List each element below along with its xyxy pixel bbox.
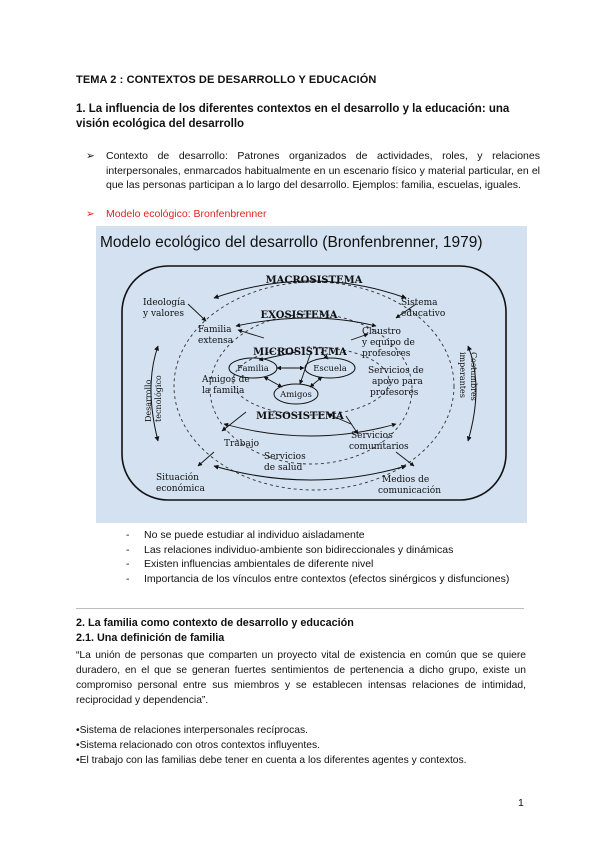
servicios-apoyo-label: Servicios de — [368, 366, 424, 376]
medios-comunicacion-label: Medios de — [382, 475, 430, 485]
servicios-salud-label: Servicios — [264, 452, 306, 462]
amigos-familia-label: Amigos de — [202, 375, 250, 385]
claustro-label: Claustro — [362, 327, 401, 337]
servicios-apoyo-label-3: profesores — [370, 388, 419, 398]
macrosystem-label: MACROSISTEMA — [265, 275, 363, 286]
costumbres-label-2: imperantes — [458, 352, 467, 398]
sistema-educativo-label-2: educativo — [401, 309, 446, 319]
list-item: - Importancia de los vínculos entre contextos (efectos sinérgicos y disfunciones) — [126, 572, 510, 585]
section-2-heading: 2. La familia como contexto de desarrollo y educación — [76, 617, 354, 629]
familia-extensa-label-2: extensa — [198, 336, 234, 346]
medios-comunicacion-label-2: comunicación — [378, 486, 442, 496]
desarrollo-tecnologico-label-2: tecnológico — [154, 375, 163, 422]
section-divider — [76, 608, 524, 609]
list-item: - Las relaciones individuo-ambiente son bidireccionales y dinámicas — [126, 543, 454, 556]
situacion-economica-label: Situación — [156, 473, 199, 483]
exosystem-label: EXOSISTEMA — [260, 310, 338, 321]
costumbres-label: Costumbres — [469, 352, 478, 401]
arrow-bullet-icon: ➢ — [86, 208, 95, 220]
desarrollo-tecnologico-label: Desarrollo — [144, 379, 153, 422]
bullet-text: Modelo ecológico: Bronfenbrenner — [106, 208, 267, 220]
list-item: •Sistema relacionado con otros contextos influyentes. — [76, 740, 320, 751]
ideologia-label: Ideología — [143, 298, 186, 308]
amigos-label: Amigos — [280, 390, 312, 400]
list-item: - Existen influencias ambientales de diferente nivel — [126, 558, 374, 570]
ideologia-label-2: y valores — [143, 309, 184, 319]
claustro-label-3: profesores — [362, 349, 411, 359]
escuela-label: Escuela — [313, 364, 347, 374]
document-title: TEMA 2 : CONTEXTOS DE DESARROLLO Y EDUCACIÓN — [76, 74, 377, 86]
bullet-text: Contexto de desarrollo: Patrones organizados de actividades, roles, y relaciones interpersonales, enmarcados habitualmente en un escenario físico y material particular, en el que las personas participan a lo largo del desarrollo. Ejemplos: familia, escuelas, iguales. — [106, 150, 540, 191]
trabajo-label: Trabajo — [224, 439, 260, 449]
diagram-graphic — [96, 226, 527, 523]
mesosystem-label: MESOSISTEMA — [256, 411, 344, 422]
servicios-comunitarios-label: Servicios — [351, 431, 393, 441]
section-2-1-heading: 2.1. Una definición de familia — [76, 632, 225, 644]
familia-extensa-label: Familia — [198, 325, 232, 335]
amigos-familia-label-2: la familia — [202, 386, 245, 396]
family-points — [76, 723, 526, 768]
sistema-educativo-label: Sistema — [401, 298, 438, 308]
principles-list — [126, 528, 530, 586]
section-1-heading: 1. La influencia de los diferentes contextos en el desarrollo y la educación: una visión ecológica del desarrollo — [76, 103, 510, 130]
situacion-economica-label-2: económica — [156, 484, 205, 494]
diagram-title: Modelo ecológico del desarrollo (Bronfenbrenner, 1979) — [100, 234, 483, 251]
page-number: 1 — [518, 797, 524, 809]
bronfenbrenner-diagram — [96, 226, 527, 523]
servicios-salud-label-2: de salud — [264, 463, 303, 473]
servicios-apoyo-label-2: apoyo para — [372, 377, 423, 387]
claustro-label-2: y equipo de — [362, 338, 415, 348]
arrow-bullet-icon: ➢ — [86, 150, 95, 162]
familia-label: Familia — [237, 364, 269, 374]
microsystem-label: MICROSISTEMA — [253, 347, 347, 358]
list-item: - No se puede estudiar al individuo aisladamente — [126, 529, 365, 541]
list-item: •Sistema de relaciones interpersonales recíprocas. — [76, 725, 308, 736]
servicios-comunitarios-label-2: comunitarios — [349, 442, 409, 452]
family-definition-quote: “La unión de personas que comparten un proyecto vital de existencia en común que se quiere duradero, en el que se generan fuertes sentimientos de pertenencia a dicho grupo, existe un compromiso personal entre sus miembros y se establecen intensas relaciones de intimidad, reciprocidad y dependencia”. — [76, 650, 526, 706]
list-item: •El trabajo con las familias debe tener en cuenta a los diferentes agentes y contextos. — [76, 755, 467, 766]
